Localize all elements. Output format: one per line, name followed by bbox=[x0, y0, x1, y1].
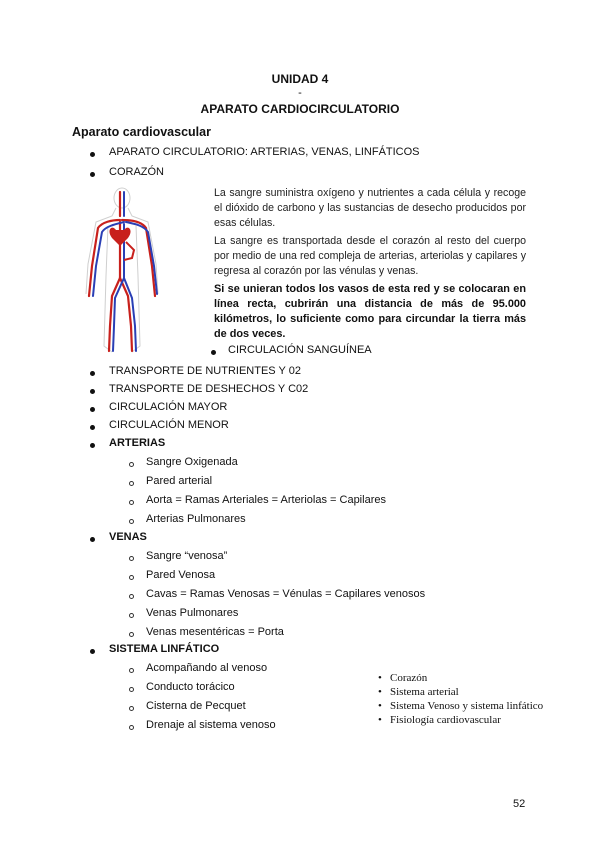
arterias-item: Arterias Pulmonares bbox=[146, 513, 246, 525]
paragraph-oxygen: La sangre suministra oxígeno y nutrientes a cada célula y recoge el dióxido de carbono y las sustancias de desecho producidos por esas células. bbox=[214, 187, 526, 229]
header-dash: - bbox=[298, 87, 302, 99]
sub-bullet-ring bbox=[129, 668, 134, 673]
paragraph-bold-distance: Si se unieran todos los vasos de esta red y se colocaran en línea recta, cubrirán una distancia de más de 95.000 kilómetros, lo suficiente como para circundar la tierra más de dos veces. bbox=[214, 283, 526, 340]
bullet-dot bbox=[211, 350, 216, 355]
main-bullet-4: CIRCULACIÓN MENOR bbox=[109, 419, 229, 431]
side-list-item: Corazón bbox=[390, 672, 428, 684]
unit-label: UNIDAD 4 bbox=[271, 72, 329, 86]
top-bullet-2: CORAZÓN bbox=[109, 166, 164, 178]
sub-bullet-ring bbox=[129, 706, 134, 711]
circulation-heading: CIRCULACIÓN SANGUÍNEA bbox=[228, 344, 372, 356]
top-bullet-1: APARATO CIRCULATORIO: ARTERIAS, VENAS, LINFÁTICOS bbox=[109, 146, 420, 158]
page-number: 52 bbox=[513, 798, 526, 810]
bullet-dot bbox=[90, 537, 95, 542]
arterias-item: Sangre Oxigenada bbox=[146, 456, 238, 468]
sub-bullet-ring bbox=[129, 519, 134, 524]
sub-bullet-ring bbox=[129, 632, 134, 637]
sub-bullet-ring bbox=[129, 613, 134, 618]
venas-item: Pared Venosa bbox=[146, 569, 216, 581]
section-title: Aparato cardiovascular bbox=[72, 125, 211, 139]
sub-bullet-ring bbox=[129, 687, 134, 692]
linfatico-item: Conducto torácico bbox=[146, 681, 235, 693]
circulatory-system-figure bbox=[82, 186, 162, 358]
bullet-dot bbox=[90, 371, 95, 376]
side-list-item: Fisiología cardiovascular bbox=[390, 714, 501, 726]
side-list-item: Sistema Venoso y sistema linfático bbox=[390, 700, 544, 712]
bullet-dot bbox=[90, 172, 95, 177]
sub-bullet-ring bbox=[129, 462, 134, 467]
side-bullet-mark: • bbox=[378, 672, 382, 684]
sub-bullet-ring bbox=[129, 725, 134, 730]
linfatico-item: Cisterna de Pecquet bbox=[146, 700, 246, 712]
main-bullet-3: CIRCULACIÓN MAYOR bbox=[109, 401, 228, 413]
page-title: APARATO CARDIOCIRCULATORIO bbox=[200, 102, 400, 116]
venas-item: Venas mesentéricas = Porta bbox=[146, 626, 284, 638]
venas-item: Cavas = Ramas Venosas = Vénulas = Capilares venosos bbox=[146, 588, 426, 600]
sub-bullet-ring bbox=[129, 481, 134, 486]
sub-bullet-ring bbox=[129, 575, 134, 580]
bullet-dot bbox=[90, 389, 95, 394]
bullet-dot bbox=[90, 152, 95, 157]
side-list-item: Sistema arterial bbox=[390, 686, 459, 698]
bullet-dot bbox=[90, 443, 95, 448]
side-bullet-mark: • bbox=[378, 686, 382, 698]
sub-bullet-ring bbox=[129, 556, 134, 561]
paragraph-transport: La sangre es transportada desde el corazón al resto del cuerpo por medio de una red compleja de arterias, arteriolas y capilares y regresa al corazón por las vénulas y venas. bbox=[214, 235, 526, 277]
linfatico-item: Drenaje al sistema venoso bbox=[146, 719, 276, 731]
bullet-dot bbox=[90, 425, 95, 430]
linfatico-heading: SISTEMA LINFÁTICO bbox=[109, 643, 220, 655]
bullet-dot bbox=[90, 407, 95, 412]
arterias-item: Aorta = Ramas Arteriales = Arteriolas = Capilares bbox=[146, 494, 386, 506]
linfatico-item: Acompañando al venoso bbox=[146, 662, 268, 674]
sub-bullet-ring bbox=[129, 594, 134, 599]
main-bullet-1: TRANSPORTE DE NUTRIENTES Y 02 bbox=[109, 365, 301, 377]
side-bullet-mark: • bbox=[378, 700, 382, 712]
sub-bullet-ring bbox=[129, 500, 134, 505]
venas-item: Sangre “venosa” bbox=[146, 550, 228, 562]
venas-heading: VENAS bbox=[109, 531, 147, 543]
arterias-item: Pared arterial bbox=[146, 475, 213, 487]
venas-item: Venas Pulmonares bbox=[146, 607, 239, 619]
side-bullet-mark: • bbox=[378, 714, 382, 726]
bullet-dot bbox=[90, 649, 95, 654]
arterias-heading: ARTERIAS bbox=[109, 437, 166, 449]
main-bullet-2: TRANSPORTE DE DESHECHOS Y C02 bbox=[109, 383, 309, 395]
